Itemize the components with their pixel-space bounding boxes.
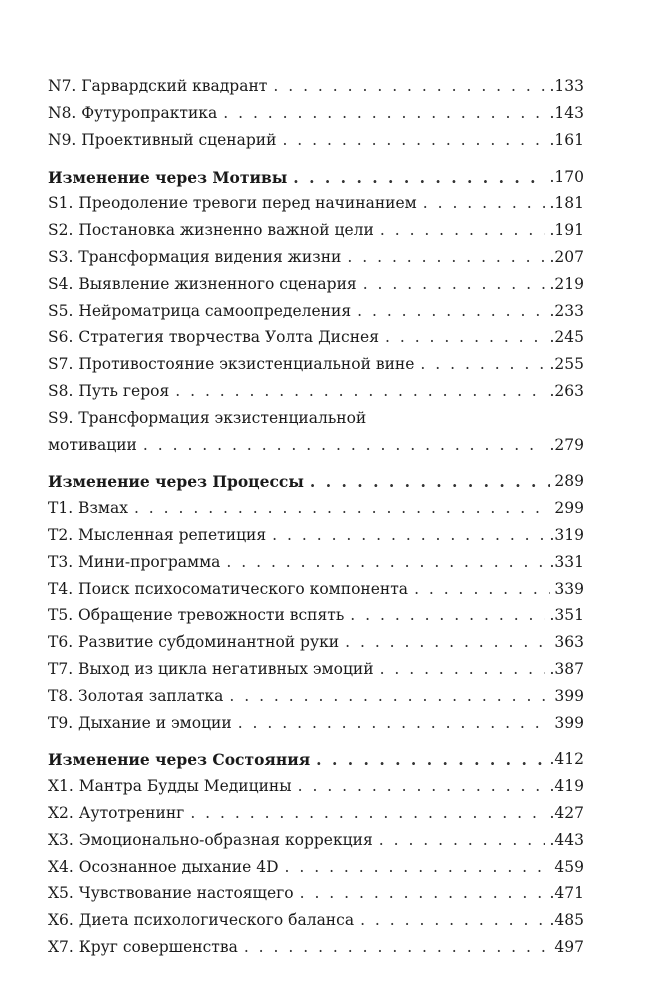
entry-title: S7. Противостояние экзистенциальной вине — [48, 355, 415, 374]
entry-page: .331 — [549, 552, 584, 571]
dot-leader — [379, 833, 546, 849]
toc-entry[interactable] — [48, 795, 584, 822]
dot-leader — [273, 79, 545, 95]
toc-entry[interactable] — [48, 678, 584, 705]
entry-page: .181 — [549, 194, 584, 213]
entry-page: .263 — [549, 382, 584, 401]
dot-leader — [310, 474, 551, 490]
dot-leader — [363, 277, 546, 293]
toc-entry[interactable] — [48, 95, 584, 122]
section-page: .170 — [549, 167, 584, 186]
entry-title: T7. Выход из цикла негативных эмоций — [48, 660, 374, 679]
toc-entry[interactable] — [48, 902, 584, 929]
dot-leader — [190, 806, 545, 822]
dot-leader — [134, 501, 550, 517]
entry-title: X5. Чувствование настоящего — [48, 884, 294, 903]
section-page: 289 — [554, 472, 584, 491]
section-page: .412 — [549, 750, 584, 769]
entry-page: 363 — [554, 633, 584, 652]
toc-entry[interactable] — [48, 570, 584, 597]
entry-title: T2. Мысленная репетиция — [48, 526, 267, 545]
dot-leader — [300, 886, 546, 902]
entry-page: 299 — [554, 499, 584, 518]
entry-title: S9. Трансформация экзистенциальной — [48, 408, 367, 427]
entry-page: .427 — [549, 804, 584, 823]
toc-entry[interactable] — [48, 266, 584, 293]
entry-page: .419 — [549, 777, 584, 796]
entry-page: 497 — [554, 938, 584, 956]
toc-entry-wrapped-line-1[interactable] — [48, 400, 584, 427]
dot-leader — [285, 860, 551, 876]
toc-entry[interactable] — [48, 651, 584, 678]
entry-page: .219 — [549, 274, 584, 293]
toc-entry[interactable] — [48, 704, 584, 731]
entry-page: .207 — [549, 248, 584, 267]
section-title: Изменение через Процессы — [48, 472, 304, 492]
dot-leader — [357, 304, 545, 320]
entry-title: T8. Золотая заплатка — [48, 686, 224, 705]
toc-entry[interactable] — [48, 822, 584, 849]
entry-page: .143 — [549, 104, 584, 123]
section-title: Изменение через Состояния — [48, 750, 311, 770]
toc-entry[interactable] — [48, 624, 584, 651]
toc-entry[interactable] — [48, 597, 584, 624]
entry-title: N7. Гарвардский квадрант — [48, 77, 268, 96]
entry-title: S3. Трансформация видения жизни — [48, 248, 342, 267]
toc-entry[interactable] — [48, 373, 584, 400]
entry-title: X4. Осознанное дыхание 4D — [48, 857, 279, 876]
toc-entry[interactable] — [48, 490, 584, 517]
toc-entry[interactable] — [48, 185, 584, 212]
entry-page: .233 — [549, 301, 584, 320]
toc-entry[interactable] — [48, 346, 584, 373]
section-heading-motives[interactable] — [48, 158, 584, 185]
entry-title: T4. Поиск психосоматического компонента — [48, 579, 409, 598]
dot-leader — [420, 357, 545, 373]
entry-title: S5. Нейроматрица самоопределения — [48, 301, 352, 320]
entry-title: N8. Футуропрактика — [48, 104, 218, 123]
entry-title: T3. Мини-программа — [48, 552, 221, 571]
dot-leader — [238, 716, 551, 732]
dot-leader — [385, 330, 546, 346]
toc-entry-wrapped-line-2[interactable] — [48, 426, 584, 453]
entry-page: .443 — [549, 830, 584, 849]
entry-title: X1. Мантра Будды Медицины — [48, 777, 292, 796]
entry-title: T9. Дыхание и эмоции — [48, 713, 232, 732]
entry-title: X2. Аутотренинг — [48, 804, 185, 823]
entry-title: T1. Взмах — [48, 499, 128, 518]
dot-leader — [350, 608, 545, 624]
toc-entry[interactable] — [48, 848, 584, 875]
dot-leader — [143, 438, 546, 454]
entry-page: .255 — [549, 355, 584, 374]
toc-entry[interactable] — [48, 122, 584, 149]
dot-leader — [282, 133, 545, 149]
toc-entry[interactable] — [48, 517, 584, 544]
dot-leader — [345, 635, 550, 651]
entry-page: 399 — [554, 686, 584, 705]
entry-title: N9. Проективный сценарий — [48, 130, 277, 149]
dot-leader — [380, 662, 546, 678]
entry-page: .161 — [549, 130, 584, 149]
table-of-contents — [48, 68, 584, 956]
entry-page: .279 — [549, 435, 584, 454]
entry-page: 459 — [554, 857, 584, 876]
entry-page: 399 — [554, 713, 584, 732]
entry-title: S4. Выявление жизненного сценария — [48, 274, 357, 293]
section-heading-processes[interactable] — [48, 463, 584, 490]
dot-leader — [226, 555, 545, 571]
entry-title: S6. Стратегия творчества Уолта Диснея — [48, 328, 379, 347]
entry-page: .387 — [549, 660, 584, 679]
toc-entry[interactable] — [48, 68, 584, 95]
entry-title: X6. Диета психологического баланса — [48, 911, 355, 930]
dot-leader — [293, 170, 545, 186]
dot-leader — [244, 940, 551, 956]
entry-title: S8. Путь героя — [48, 382, 170, 401]
dot-leader — [298, 779, 546, 795]
dot-leader — [423, 196, 546, 212]
entry-title: T5. Обращение тревожности вспять — [48, 606, 345, 625]
entry-title: T6. Развитие субдоминантной руки — [48, 633, 340, 652]
dot-leader — [229, 689, 550, 705]
entry-page: .471 — [549, 884, 584, 903]
dot-leader — [414, 582, 550, 598]
dot-leader — [347, 250, 545, 266]
section-heading-states[interactable] — [48, 741, 584, 768]
dot-leader — [380, 223, 546, 239]
entry-page: .133 — [549, 77, 584, 96]
dot-leader — [316, 752, 545, 768]
entry-title-continued: мотивации — [48, 435, 137, 454]
toc-entry[interactable] — [48, 929, 584, 956]
entry-page: .319 — [549, 526, 584, 545]
entry-page: .245 — [549, 328, 584, 347]
toc-entry[interactable] — [48, 768, 584, 795]
entry-title: X7. Круг совершенства — [48, 938, 238, 956]
entry-page: 339 — [554, 579, 584, 598]
entry-title: S1. Преодоление тревоги перед начинанием — [48, 194, 417, 213]
dot-leader — [223, 106, 545, 122]
entry-page: .485 — [549, 911, 584, 930]
dot-leader — [272, 528, 545, 544]
entry-title: S2. Постановка жизненно важной цели — [48, 221, 374, 240]
entry-page: .191 — [549, 221, 584, 240]
toc-entry[interactable] — [48, 239, 584, 266]
toc-entry[interactable] — [48, 319, 584, 346]
toc-entry[interactable] — [48, 875, 584, 902]
dot-leader — [175, 384, 545, 400]
section-title: Изменение через Мотивы — [48, 167, 288, 187]
entry-page: .351 — [549, 606, 584, 625]
entry-title: X3. Эмоционально-образная коррекция — [48, 830, 373, 849]
toc-entry[interactable] — [48, 212, 584, 239]
dot-leader — [360, 913, 545, 929]
toc-entry[interactable] — [48, 292, 584, 319]
toc-entry[interactable] — [48, 544, 584, 571]
